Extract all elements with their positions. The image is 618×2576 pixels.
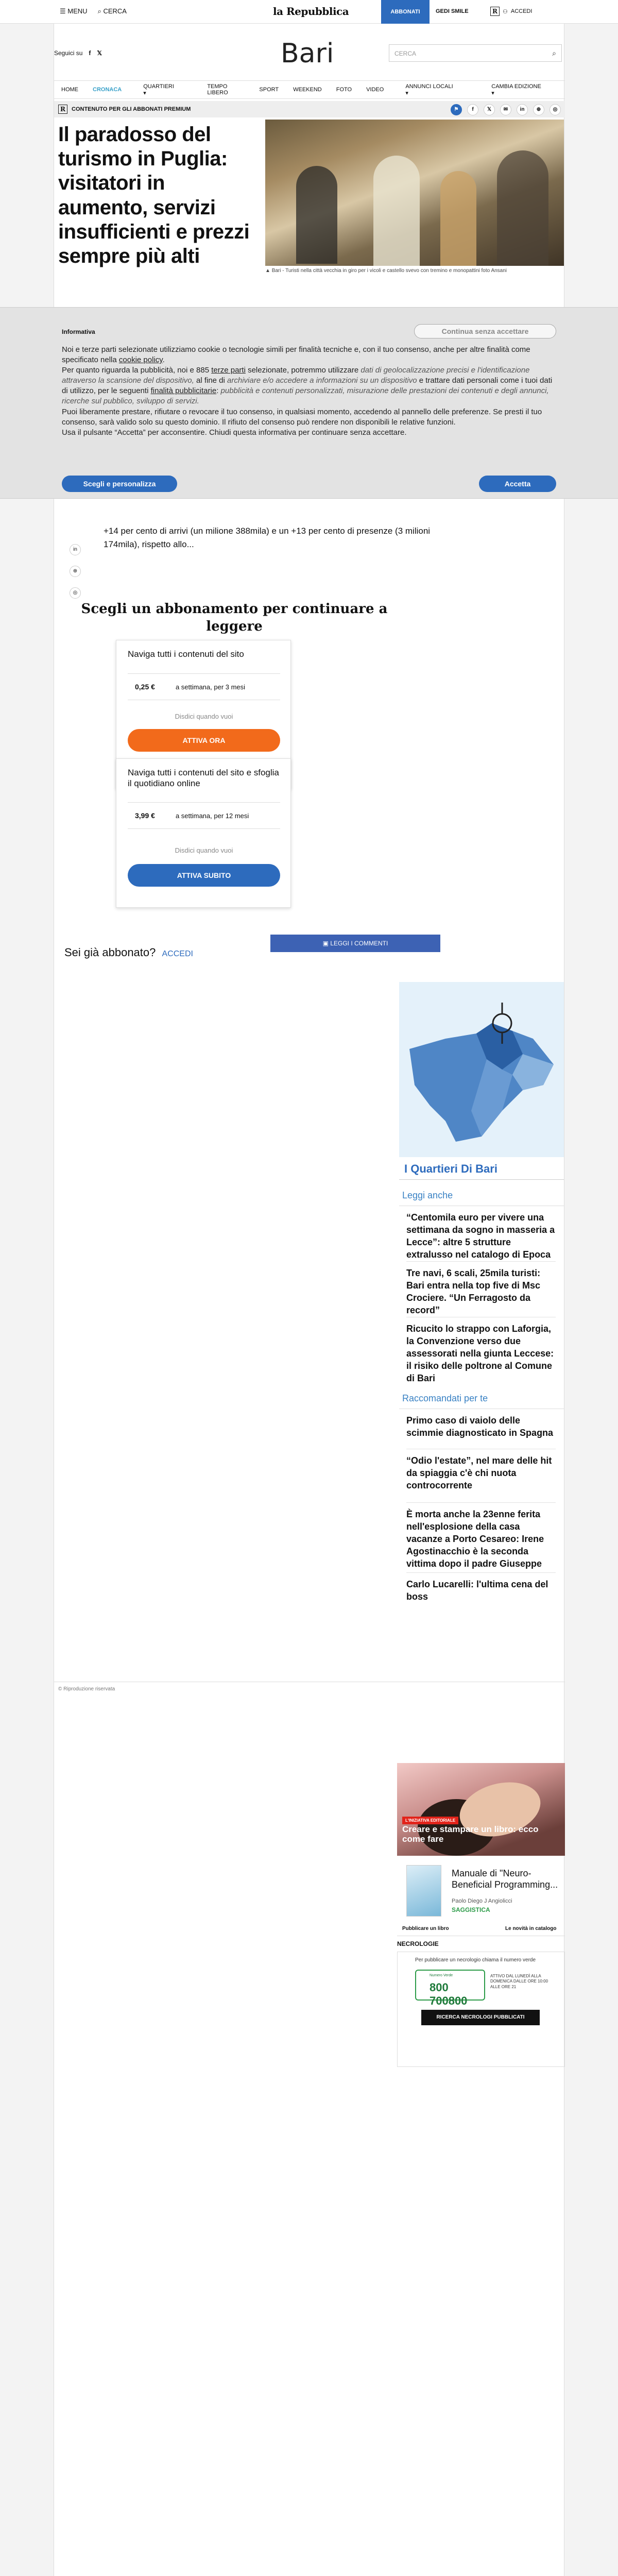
offer-period: a settimana, per 3 mesi — [175, 683, 246, 691]
seguici-label: Seguici su — [54, 49, 83, 57]
linkedin-share-icon[interactable]: in — [517, 104, 528, 115]
book-promo — [397, 1860, 565, 1936]
promo-image[interactable] — [397, 1763, 565, 1856]
nav-foto[interactable]: FOTO — [336, 87, 352, 93]
link-share-icon[interactable]: ⊕ — [533, 104, 544, 115]
related-article[interactable]: “Centomila euro per vivere una settimana da sogno in masseria a Lecce”: altre 5 strutture extralusso nel catalogo di Epoca — [406, 1212, 555, 1260]
premium-label: CONTENUTO PER GLI ABBONATI PREMIUM — [72, 106, 191, 112]
accetta-button[interactable]: Accetta — [479, 476, 556, 492]
main-nav — [54, 80, 565, 99]
leggi-anche-title: Leggi anche — [402, 1190, 453, 1200]
abbonati-button[interactable]: ABBONATI — [381, 0, 430, 24]
menu-button[interactable]: ☰ MENU — [60, 7, 88, 15]
book-category: SAGGISTICA — [452, 1906, 490, 1913]
nav-home[interactable]: HOME — [61, 87, 78, 93]
related-article[interactable]: Tre navi, 6 scali, 25mila turisti: Bari entra nella top five di Msc Crociere. “Un Ferragosto da record” — [406, 1268, 541, 1315]
user-icon: ⚇ — [503, 8, 508, 15]
necrologie-subtitle: Per pubblicare un necrologio chiama il numero verde — [415, 1957, 536, 1963]
camera-icon: ▲ — [265, 268, 272, 274]
offer-disdici: Disdici quando vuoi — [175, 846, 233, 854]
nav-cronaca[interactable]: CRONACA — [93, 87, 122, 93]
email-share-icon[interactable]: ✉ — [500, 104, 511, 115]
topbar — [0, 0, 618, 24]
article-photo[interactable] — [265, 120, 564, 266]
nav-tempo-libero[interactable]: TEMPO LIBERO — [207, 83, 228, 96]
copyright-credit: © Riproduzione riservata — [54, 1682, 565, 1697]
promo-headline[interactable]: Creare e stampare un libro: ecco come fare — [402, 1824, 539, 1844]
linkedin-share-icon[interactable]: in — [70, 544, 81, 555]
repubblica-badge-icon: R — [490, 7, 500, 16]
photo-caption: ▲ Bari - Turisti nella città vecchia in giro per i vicoli e castello svevo con tremino e monopattini foto Ansani — [265, 268, 507, 274]
nav-video[interactable]: VIDEO — [366, 87, 384, 93]
x-share-icon[interactable]: 𝕏 — [484, 104, 495, 115]
offer-title: Naviga tutti i contenuti del sito e sfoglia il quotidiano online — [128, 768, 279, 789]
comment-icon: ▣ — [322, 940, 331, 947]
accedi-link[interactable]: ACCEDI — [162, 950, 193, 958]
attiva-ora-button[interactable]: ATTIVA ORA — [128, 729, 280, 752]
x-icon[interactable]: 𝕏 — [97, 49, 102, 57]
related-article[interactable]: Ricucito lo strappo con Laforgia, la Convenzione verso due assessorati nella giunta Leccese: il risiko delle poltrone al Comune di Bari — [406, 1324, 554, 1383]
premium-bar — [54, 101, 565, 117]
accedi-button[interactable]: R ⚇ ACCEDI — [490, 7, 532, 16]
recommended-article[interactable]: “Odio l'estate”, nel mare delle hit da spiaggia c'è chi nuota controcorrente — [406, 1455, 552, 1490]
already-subscribed: Sei già abbonato? ACCEDI — [64, 946, 193, 959]
raccomandati-title: Raccomandati per te — [402, 1393, 488, 1403]
repubblica-badge-icon: R — [58, 105, 67, 114]
novita-catalogo-link[interactable]: Le novità in catalogo — [505, 1926, 557, 1931]
finalita-pubblicitarie-link[interactable]: finalità pubblicitarie — [150, 386, 217, 396]
cookie-title: Informativa — [62, 328, 95, 335]
numero-verde[interactable]: Numero Verde 800 700800 — [415, 1970, 485, 2001]
quartieri-title[interactable]: I Quartieri Di Bari — [399, 1157, 564, 1180]
bari-map-svg — [399, 982, 564, 1157]
nav-annunci-locali[interactable]: ANNUNCI LOCALI ▾ — [391, 83, 477, 96]
chevron-down-icon: ▾ — [143, 90, 146, 96]
offer-period: a settimana, per 12 mesi — [175, 811, 249, 820]
article-body: +14 per cento di arrivi (un milione 388mila) e un +13 per cento di presenze (3 milioni 174mila), rispetto allo... — [104, 526, 431, 549]
search-button[interactable]: ⌕ CERCA — [97, 7, 127, 15]
continue-without-accepting-button[interactable]: Continua senza accettare — [414, 324, 556, 338]
bookmark-icon[interactable]: ⚑ — [451, 104, 462, 115]
book-author: Paolo Diego J Angiolicci — [452, 1898, 512, 1904]
book-cover[interactable] — [406, 1865, 441, 1917]
ricerca-necrologi-button[interactable]: RICERCA NECROLOGI PUBBLICATI — [421, 2010, 540, 2025]
offer-price: 0,25 € — [135, 683, 155, 691]
gedi-smile-link[interactable]: GEDI SMILE — [436, 8, 469, 14]
attiva-subito-button[interactable]: ATTIVA SUBITO — [128, 864, 280, 887]
edition-title: Bari — [281, 38, 334, 69]
nav-sport[interactable]: SPORT — [259, 87, 279, 93]
link-share-icon[interactable]: ⊕ — [70, 566, 81, 577]
offer-price: 3,99 € — [135, 811, 155, 820]
pubblicare-libro-link[interactable]: Pubblicare un libro — [402, 1926, 449, 1931]
necrologie-hours: ATTIVO DAL LUNEDÌ ALLA DOMENICA DALLE ORE 10:00 ALLE ORE 21 — [490, 1974, 548, 1989]
whatsapp-share-icon[interactable]: ◎ — [70, 587, 81, 599]
offer-title: Naviga tutti i contenuti del sito — [128, 649, 244, 659]
search-icon: ⌕ — [552, 49, 556, 57]
facebook-share-icon[interactable]: f — [467, 104, 478, 115]
nav-cambia-edizione[interactable]: CAMBIA EDIZIONE ▾ — [477, 83, 565, 96]
recommended-article[interactable]: Carlo Lucarelli: l'ultima cena del boss — [406, 1579, 548, 1602]
article-title: Il paradosso del turismo in Puglia: visitatori in aumento, servizi insufficienti e prezzi sempre più alti — [58, 123, 250, 267]
offer-card-2 — [116, 758, 291, 908]
nav-weekend[interactable]: WEEKEND — [293, 87, 322, 93]
leggi-commenti-button[interactable]: ▣ LEGGI I COMMENTI — [270, 935, 440, 952]
terze-parti-link[interactable]: terze parti — [211, 366, 246, 375]
offer-disdici: Disdici quando vuoi — [175, 713, 233, 720]
site-logo[interactable]: la Repubblica — [273, 5, 349, 18]
quartieri-map[interactable] — [399, 982, 564, 1157]
cookie-policy-link[interactable]: cookie policy — [118, 355, 163, 365]
paywall-title: Scegli un abbonamento per continuare a leggere — [81, 601, 388, 634]
book-title[interactable]: Manuale di "Neuro-Beneficial Programming... — [452, 1868, 558, 1890]
whatsapp-share-icon[interactable]: ◎ — [550, 104, 561, 115]
side-shares — [70, 544, 81, 599]
nav-quartieri[interactable]: QUARTIERI ▾ — [129, 83, 200, 96]
search-input[interactable]: CERCA ⌕ — [389, 44, 562, 62]
necrologie-title: NECROLOGIE — [397, 1940, 439, 1947]
promo-tag: L'INIZIATIVA EDITORIALE — [402, 1817, 458, 1824]
scegli-personalizza-button[interactable]: Scegli e personalizza — [62, 476, 177, 492]
recommended-article[interactable]: Primo caso di vaiolo delle scimmie diagnosticato in Spagna — [406, 1415, 554, 1438]
recommended-article[interactable]: È morta anche la 23enne ferita nell'esplosione della casa vacanze a Porto Cesareo: Irene Agostinacchio è la seconda vittima dopo il padre Giuseppe — [406, 1509, 544, 1569]
search-icon: ⌕ — [97, 7, 101, 15]
cookie-banner — [0, 307, 618, 499]
edition-header — [54, 24, 565, 80]
cookie-text: Noi e terze parti selezionate utilizziamo cookie o tecnologie simili per finalità tecniche e, con il tuo consenso, anche per altre finalità come specificato nella cookie policy. Per quanto riguarda la pubblicità, noi e 885 terze parti selezionate, potremmo utilizzare dati di geolocalizzazione precisi e l'identificazione attraverso la scansione del dispositivo, al fine di archiviare e/o accedere a informazioni su un dispositivo e trattare dati personali come i tuoi dati di utilizzo, per le seguenti finalità pubblicitarie: pubblicità e contenuti personalizzati, misurazione delle prestazioni dei contenuti e degli annunci, ricerche sul pubblico, sviluppo di servizi. Puoi liberamente prestare, rifiutare o revocare il tuo consenso, in qualsiasi momento, accedendo al pannello delle preferenze. Se presti il tuo consenso, sarà valido solo su questo dominio. Il rifiuto del consenso può rendere non disponibili le relative funzioni. Usa il pulsante “Accetta” per acconsentire. Chiudi questa informativa per continuare senza accettare. — [62, 345, 553, 437]
facebook-icon[interactable]: f — [89, 49, 91, 57]
hamburger-icon: ☰ — [60, 7, 66, 15]
chevron-down-icon: ▾ — [405, 90, 408, 96]
chevron-down-icon: ▾ — [491, 90, 494, 96]
necrologie-box — [397, 1940, 565, 2067]
